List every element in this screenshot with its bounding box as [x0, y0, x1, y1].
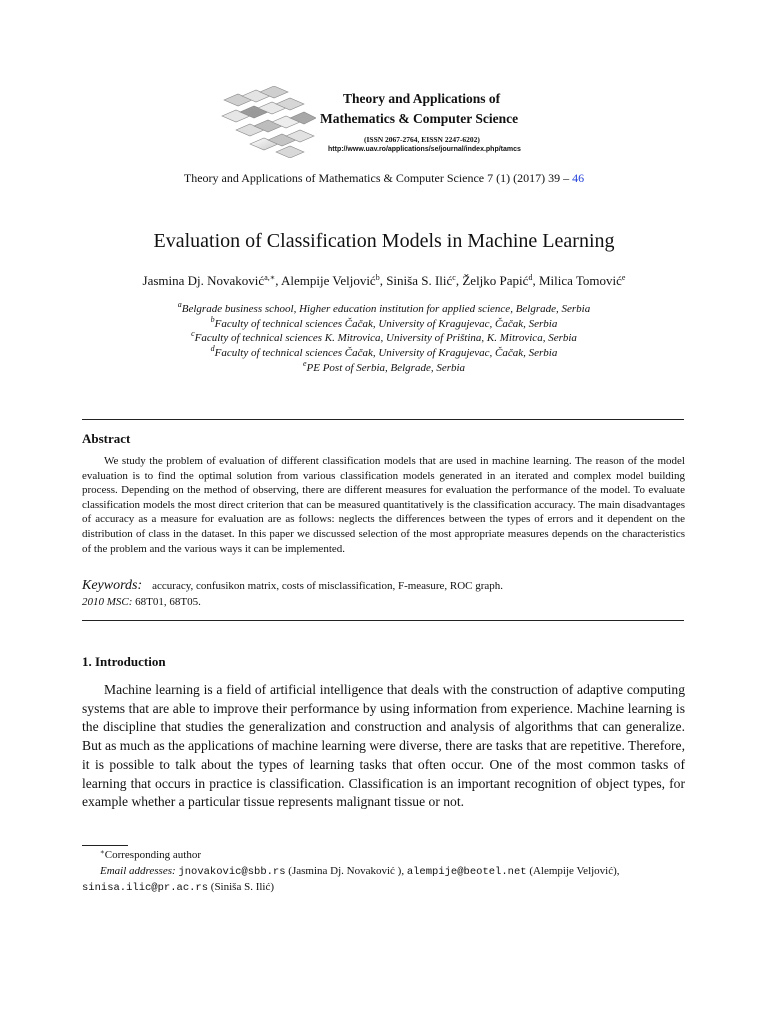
affiliation-text: Faculty of technical sciences Čačak, University of Kragujevac, Čačak, Serbia	[214, 347, 558, 359]
end-page-link[interactable]: 46	[572, 171, 585, 185]
footnote-rule	[82, 845, 128, 846]
email-owner: (Siniša S. Ilić)	[208, 881, 275, 893]
affiliation-sup: b	[210, 315, 215, 324]
author-sup: a,∗	[264, 273, 276, 282]
affiliation	[0, 300, 768, 315]
affiliation	[0, 359, 768, 374]
abstract-heading: Abstract	[82, 431, 131, 446]
footnote-emails	[82, 864, 687, 896]
msc-label: 2010 MSC:	[82, 596, 133, 608]
affiliation-text: Faculty of technical sciences Čačak, University of Kragujevac, Čačak, Serbia	[214, 318, 558, 330]
affiliation-sup: a	[177, 300, 182, 309]
section-heading-introduction: 1. Introduction	[82, 654, 166, 669]
affiliation-text: PE Post of Serbia, Belgrade, Serbia	[306, 362, 466, 374]
introduction-paragraph: Machine learning is a field of artificial intelligence that deals with the construction of adaptive computing systems that are able to improve their performance by using information from experience. Machine learning is the discipline that studies the generalization and construction and analysis of algorithms that can generalize. But as much as the applications of machine learning were diverse, there are tasks that are repetitive. Therefore, it is possible to talk about the types of learning tasks that often occur. One of the most common tasks of learning that occurs in practice is classification. Classification is an important recognition of object types, for example whether a particular tissue represents malignant tissue or not.	[82, 682, 685, 810]
email-address[interactable]: alempije@beotel.net	[406, 866, 527, 878]
affiliation-text: Belgrade business school, Higher education institution for applied science, Belgrade, Serbia	[181, 303, 591, 315]
abstract-top-rule	[82, 419, 684, 420]
affiliation	[0, 344, 768, 359]
email-owner: (Jasmina Dj. Novaković ),	[285, 865, 407, 877]
author-sup: c	[452, 273, 456, 282]
msc-codes	[82, 596, 201, 608]
author-list: Jasmina Dj. Novaković$^{a,∗}$, Alempije Veljović$^b$, Siniša S. Ilić$^c$, Željko Papić$^d$, Milica Tomović$^e$	[142, 273, 626, 288]
journal-issn: (ISSN 2067-2764, EISSN 2247-6202)	[364, 135, 480, 144]
journal-logo	[220, 86, 316, 158]
keywords-text: accuracy, confusikon matrix, costs of misclassification, F-measure, ROC graph.	[152, 580, 504, 592]
abstract-bottom-rule	[82, 620, 684, 621]
footnote-mark: ∗	[100, 848, 105, 856]
citation-line	[0, 171, 768, 186]
affiliation-sup: d	[210, 344, 215, 353]
author-name: Siniša S. Ilić	[386, 273, 453, 288]
journal-url[interactable]: http://www.uav.ro/applications/se/journal/index.php/tamcs	[328, 146, 521, 153]
abstract-text: We study the problem of evaluation of different classification models that are used in machine learning. The reason of the model evaluation is to find the optimal solution from various classification models generated in an iterated and complex model building process. Depending on the method of observing, there are different measures for evaluation the performance of the model. To evaluate classification models the most direct criterion that can be measured quantitatively is the classification accuracy. The main disadvantages of accuracy as a measure for evaluation are as follows: neglects the differences between the types of errors and it dependent on the distribution of class in the dataset. In this paper we discussed selection of the most appropriate measures depends on the characteristics of the problem and the various ways it can be implemented.	[82, 455, 685, 555]
keywords	[82, 578, 503, 594]
footnote-corresponding	[100, 849, 201, 861]
citation-text: Theory and Applications of Mathematics & Computer Science 7 (1) (2017) 39 –	[183, 171, 573, 185]
author-sup: e	[621, 273, 626, 282]
journal-title-line2: Mathematics & Computer Science	[320, 111, 519, 126]
affiliation-sup: e	[302, 359, 307, 368]
author-name: Željko Papić	[462, 273, 529, 288]
footnote-corresponding-text: Corresponding author	[104, 849, 201, 861]
author-name: Milica Tomović	[538, 273, 622, 288]
affiliation-text: Faculty of technical sciences K. Mitrovica, University of Priština, K. Mitrovica, Serbia	[194, 332, 577, 344]
affiliation	[0, 315, 768, 330]
journal-title-line1: Theory and Applications of	[343, 91, 501, 106]
paper-title: Evaluation of Classification Models in Machine Learning	[153, 230, 615, 252]
affiliation-sup: c	[191, 329, 195, 338]
email-label: Email addresses:	[100, 865, 176, 877]
author-sup: d	[528, 273, 533, 282]
email-owner: (Alempije Veljović),	[526, 865, 620, 877]
author-name: Jasmina Dj. Novaković	[142, 273, 265, 288]
keywords-label: Keywords:	[82, 578, 143, 593]
author-sup: b	[375, 273, 380, 282]
email-address[interactable]: jnovakovic@sbb.rs	[178, 866, 286, 878]
affiliation	[0, 329, 768, 344]
msc-text: 68T01, 68T05.	[132, 596, 201, 608]
author-name: Alempije Veljović	[280, 273, 376, 288]
email-address[interactable]: sinisa.ilic@pr.ac.rs	[82, 882, 209, 894]
